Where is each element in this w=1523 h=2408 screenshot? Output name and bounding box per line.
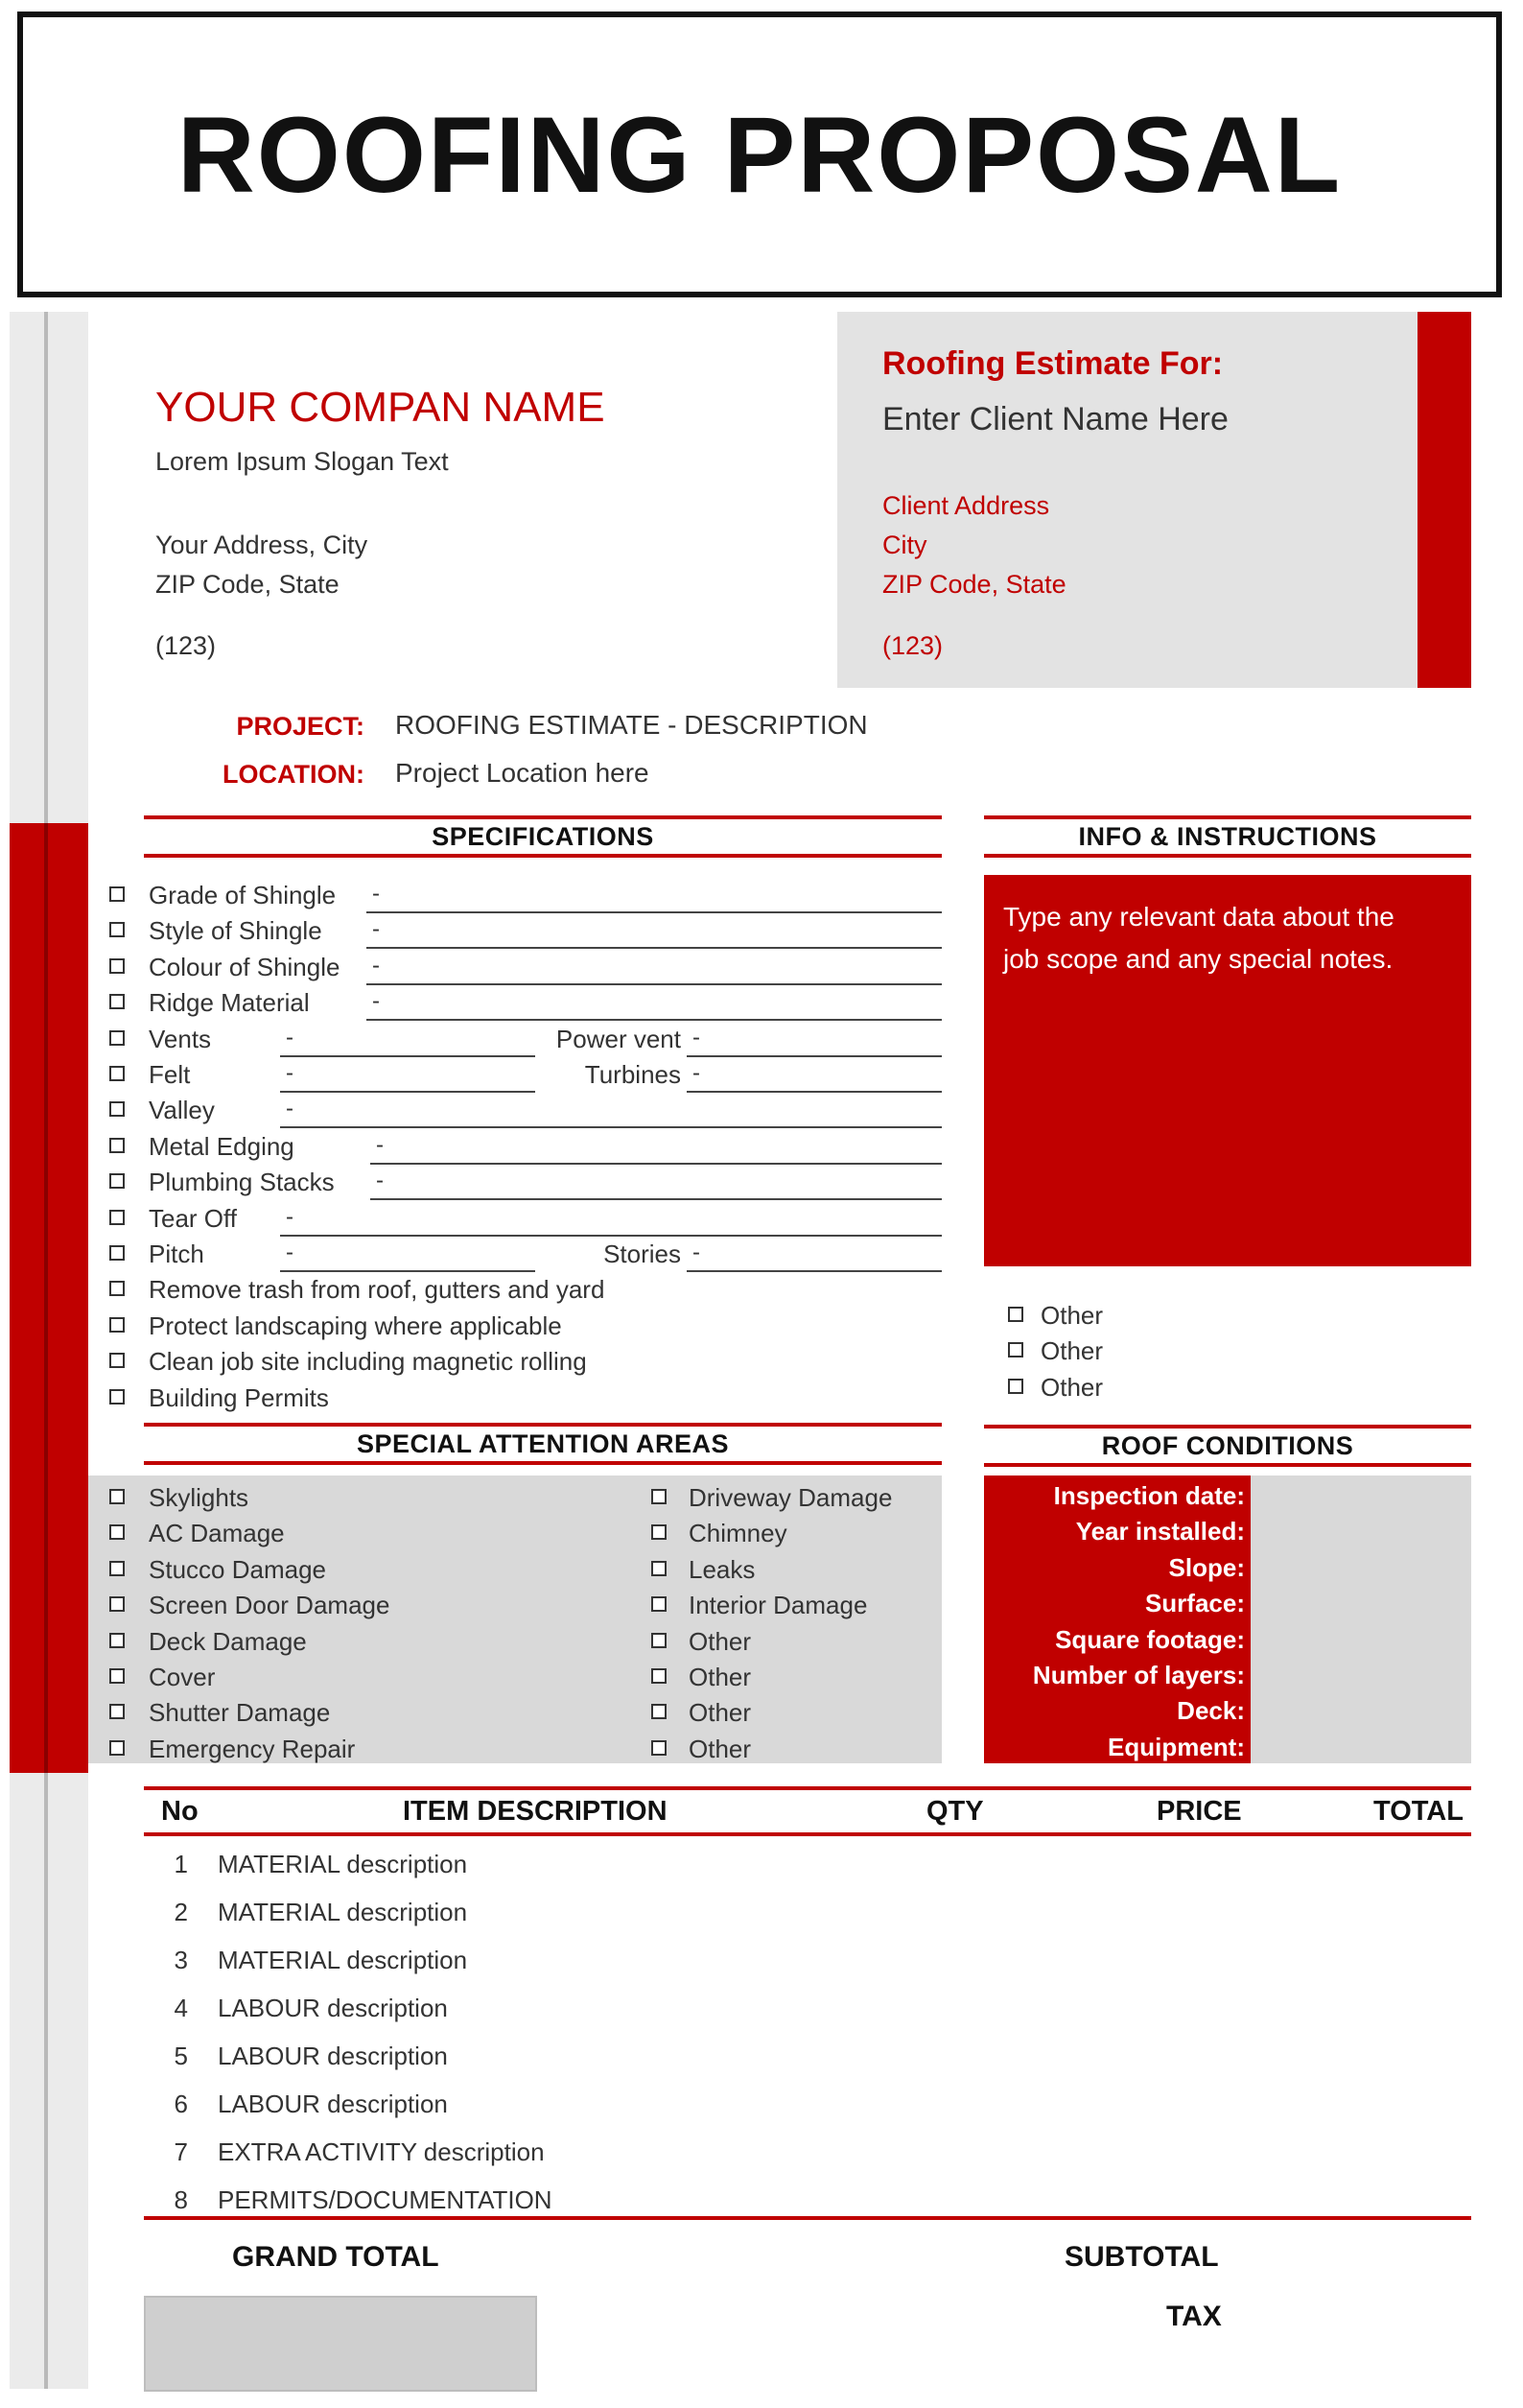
spec-checkbox[interactable] [109,1389,125,1405]
roof-condition-label: Inspection date: [1053,1481,1245,1510]
spec-label: Vents [149,1025,212,1053]
location-value[interactable]: Project Location here [395,758,649,788]
spec-label: Pitch [149,1239,204,1268]
spec-input-line[interactable] [280,1235,942,1237]
grand-total-label: GRAND TOTAL [232,2241,439,2273]
item-description[interactable]: LABOUR description [218,2089,448,2118]
roof-conditions-heading: ROOF CONDITIONS [984,1425,1471,1467]
specifications-heading: SPECIFICATIONS [144,815,942,858]
special-attention-checkbox[interactable] [109,1524,125,1540]
spec-checkbox[interactable] [109,1030,125,1046]
item-number: 1 [174,1850,188,1878]
spec-right-input-line[interactable] [687,1270,942,1272]
spec-right-label: Stories [603,1239,681,1268]
col-header-price: PRICE [1157,1796,1242,1827]
company-zip-state[interactable]: ZIP Code, State [155,570,340,599]
roof-condition-label: Surface: [1144,1589,1245,1617]
spec-input-line[interactable] [366,1019,942,1021]
spec-input-line[interactable] [280,1270,535,1272]
special-attention-label: Cover [149,1663,216,1691]
spec-label: Style of Shingle [149,916,322,945]
spec-label: Valley [149,1096,215,1124]
spec-label: Felt [149,1060,191,1089]
special-attention-label: Screen Door Damage [149,1591,390,1619]
item-number: 4 [174,1994,188,2022]
special-attention-label: Shutter Damage [149,1698,331,1727]
spec-dash: - [376,1168,384,1193]
special-attention-checkbox[interactable] [651,1668,667,1684]
item-number: 6 [174,2089,188,2118]
location-label: LOCATION: [223,760,364,789]
spec-label: Ridge Material [149,988,310,1017]
roof-condition-label: Equipment: [1108,1733,1245,1761]
item-description[interactable]: LABOUR description [218,2042,448,2070]
special-attention-label: Other [689,1663,752,1691]
special-attention-checkbox[interactable] [651,1740,667,1756]
item-description[interactable]: MATERIAL description [218,1946,468,1974]
special-attention-label: Deck Damage [149,1627,307,1656]
col-header-no: No [161,1796,199,1827]
spec-label: Metal Edging [149,1132,294,1161]
spec-checkbox[interactable] [109,1317,125,1333]
roof-condition-label: Square footage: [1055,1625,1245,1654]
spec-dash: - [286,1025,293,1051]
info-line-2: job scope and any special notes. [1003,944,1394,974]
special-attention-checkbox[interactable] [109,1489,125,1504]
company-phone[interactable]: (123) [155,631,217,660]
spec-input-line[interactable] [366,947,942,949]
spec-input-line[interactable] [366,983,942,985]
special-attention-checkbox[interactable] [651,1489,667,1504]
spec-input-line[interactable] [370,1163,942,1165]
spec-dash: - [286,1096,293,1121]
special-attention-label: AC Damage [149,1519,285,1547]
item-number: 7 [174,2137,188,2166]
special-attention-label: Chimney [689,1519,787,1547]
special-attention-checkbox[interactable] [651,1704,667,1719]
spec-dash: - [372,988,380,1014]
spec-dash: - [286,1060,293,1086]
spec-dash: - [372,953,380,979]
info-other-checkbox[interactable] [1008,1379,1023,1394]
special-attention-label: Other [689,1627,752,1656]
info-other-label: Other [1041,1301,1104,1330]
client-phone[interactable]: (123) [882,631,944,660]
spec-dash: - [692,1060,700,1086]
item-number: 8 [174,2185,188,2214]
spec-checkbox[interactable] [109,1210,125,1225]
client-heading: Roofing Estimate For: [882,345,1224,382]
spec-dash: - [376,1132,384,1158]
item-number: 5 [174,2042,188,2070]
spec-input-line[interactable] [280,1091,535,1093]
client-city[interactable]: City [882,531,927,559]
special-attention-label: Emergency Repair [149,1735,356,1763]
spec-checkbox[interactable] [109,994,125,1009]
project-value[interactable]: ROOFING ESTIMATE - DESCRIPTION [395,710,868,740]
spec-label: Colour of Shingle [149,953,340,981]
item-number: 2 [174,1898,188,1926]
title-box [17,12,1502,297]
left-strip-accent [10,823,88,1773]
spec-checkbox[interactable] [109,1281,125,1296]
spec-right-input-line[interactable] [687,1055,942,1057]
special-attention-checkbox[interactable] [651,1596,667,1612]
special-attention-checkbox[interactable] [651,1524,667,1540]
special-attention-heading: SPECIAL ATTENTION AREAS [144,1423,942,1465]
spec-label: Protect landscaping where applicable [149,1311,562,1340]
special-attention-checkbox[interactable] [109,1633,125,1648]
spec-dash: - [286,1204,293,1230]
spec-checkbox[interactable] [109,1245,125,1261]
special-attention-checkbox[interactable] [109,1668,125,1684]
item-description[interactable]: MATERIAL description [218,1850,468,1878]
table-bottom-rule [144,2216,1471,2220]
special-attention-label: Stucco Damage [149,1555,326,1584]
spec-checkbox[interactable] [109,922,125,937]
roof-conditions-values-panel[interactable] [1251,1475,1471,1763]
item-description[interactable]: LABOUR description [218,1994,448,2022]
spec-right-label: Turbines [584,1060,681,1089]
info-other-label: Other [1041,1372,1104,1402]
info-line-1: Type any relevant data about the [1003,902,1394,932]
spec-checkbox[interactable] [109,1173,125,1189]
special-attention-checkbox[interactable] [109,1596,125,1612]
item-description[interactable]: MATERIAL description [218,1898,468,1926]
company-slogan[interactable]: Lorem Ipsum Slogan Text [155,447,449,476]
special-attention-checkbox[interactable] [109,1740,125,1756]
info-other-label: Other [1041,1336,1104,1366]
spec-dash: - [372,916,380,942]
spec-input-line[interactable] [366,911,942,913]
grand-total-value-box[interactable] [144,2296,537,2392]
spec-label: Tear Off [149,1204,238,1233]
spec-label: Remove trash from roof, gutters and yard [149,1275,605,1304]
item-number: 3 [174,1946,188,1974]
special-attention-checkbox[interactable] [109,1561,125,1576]
project-label: PROJECT: [236,712,364,741]
spec-label: Clean job site including magnetic rolling [149,1347,587,1376]
special-attention-label: Driveway Damage [689,1483,893,1512]
spec-checkbox[interactable] [109,958,125,974]
col-header-total: TOTAL [1373,1796,1464,1827]
roof-condition-label: Slope: [1168,1553,1245,1582]
spec-dash: - [286,1239,293,1265]
info-other-checkbox[interactable] [1008,1307,1023,1322]
special-attention-checkbox[interactable] [651,1633,667,1648]
col-header-qty: QTY [926,1796,984,1827]
spec-input-line[interactable] [280,1055,535,1057]
item-description[interactable]: PERMITS/DOCUMENTATION [218,2185,552,2214]
spec-dash: - [692,1025,700,1051]
special-attention-label: Other [689,1735,752,1763]
col-header-description: ITEM DESCRIPTION [403,1796,668,1827]
spec-label: Grade of Shingle [149,881,337,909]
special-attention-checkbox[interactable] [651,1561,667,1576]
document-title: ROOFING PROPOSAL [176,94,1343,215]
client-zip-state[interactable]: ZIP Code, State [882,570,1066,599]
special-attention-label: Leaks [689,1555,756,1584]
tax-label: TAX [1166,2301,1222,2332]
special-attention-label: Skylights [149,1483,249,1512]
spec-checkbox[interactable] [109,1138,125,1153]
company-name[interactable]: YOUR COMPAN NAME [155,384,605,431]
client-name[interactable]: Enter Client Name Here [882,401,1229,437]
table-header-rule [144,1832,1471,1836]
spec-right-input-line[interactable] [687,1091,942,1093]
spec-input-line[interactable] [370,1198,942,1200]
company-address[interactable]: Your Address, City [155,531,368,559]
special-attention-label: Interior Damage [689,1591,868,1619]
special-attention-label: Other [689,1698,752,1727]
spec-checkbox[interactable] [109,886,125,902]
special-attention-checkbox[interactable] [109,1704,125,1719]
client-address[interactable]: Client Address [882,491,1050,520]
roof-condition-label: Year installed: [1075,1517,1245,1546]
spec-checkbox[interactable] [109,1066,125,1081]
roof-condition-label: Deck: [1177,1696,1245,1725]
subtotal-label: SUBTOTAL [1065,2241,1219,2273]
spec-checkbox[interactable] [109,1101,125,1117]
left-strip-accent-line [44,823,48,1773]
table-top-rule [144,1786,1471,1790]
spec-checkbox[interactable] [109,1353,125,1368]
client-accent-bar [1418,312,1471,688]
spec-label: Plumbing Stacks [149,1168,335,1196]
spec-input-line[interactable] [280,1126,942,1128]
roof-condition-label: Number of layers: [1032,1661,1245,1689]
info-heading: INFO & INSTRUCTIONS [984,815,1471,858]
spec-label: Building Permits [149,1383,329,1412]
item-description[interactable]: EXTRA ACTIVITY description [218,2137,545,2166]
info-notes-box[interactable] [984,875,1471,1266]
spec-right-label: Power vent [555,1025,681,1053]
info-other-checkbox[interactable] [1008,1342,1023,1357]
spec-dash: - [692,1239,700,1265]
spec-dash: - [372,881,380,907]
